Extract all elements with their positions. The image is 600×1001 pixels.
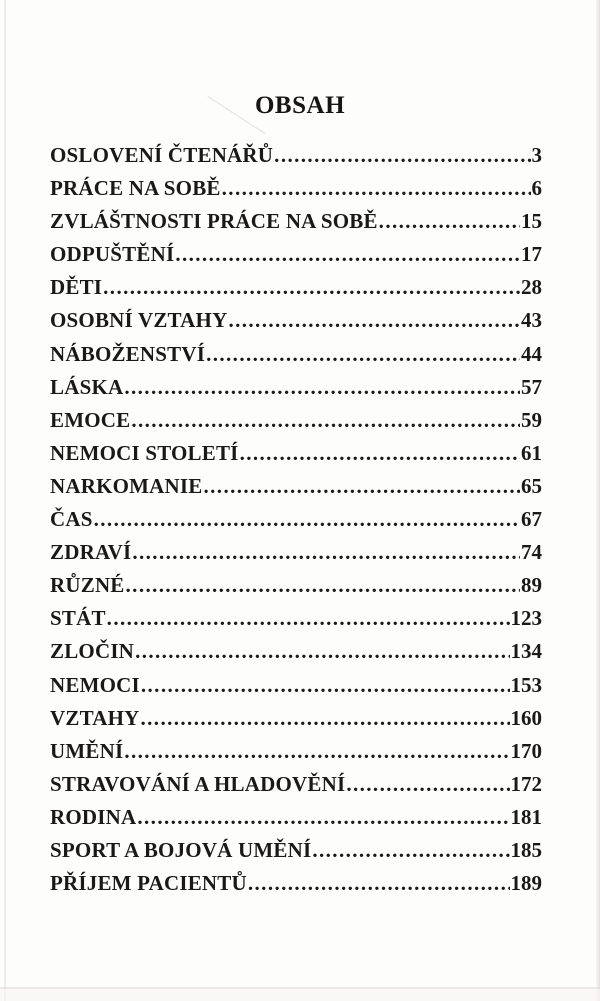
dot-leader	[379, 209, 520, 234]
table-of-contents	[50, 143, 542, 904]
toc-entry-page-number: 61	[521, 440, 542, 465]
toc-entry-label: RŮZNÉ	[50, 573, 125, 598]
toc-entry	[50, 673, 542, 706]
toc-entry-page-number: 3	[531, 143, 542, 167]
toc-entry-label: ČAS	[50, 507, 93, 532]
toc-entry	[50, 308, 542, 341]
dot-leader	[248, 871, 510, 896]
toc-entry-label: SPORT A BOJOVÁ UMĚNÍ	[50, 837, 312, 862]
toc-entry-label: ZDRAVÍ	[50, 540, 132, 565]
toc-entry-page-number: 43	[521, 308, 542, 333]
toc-entry	[50, 176, 542, 209]
toc-entry-label: OSLOVENÍ ČTENÁŘŮ	[50, 143, 274, 167]
toc-entry-page-number: 44	[521, 341, 542, 366]
toc-entry-label: ODPUŠTĚNÍ	[50, 242, 175, 267]
scan-edge-left	[4, 0, 6, 1001]
toc-entry-page-number: 28	[521, 275, 542, 300]
toc-entry-page-number: 172	[510, 771, 542, 796]
dot-leader	[206, 342, 520, 367]
dot-leader	[141, 673, 510, 698]
toc-entry	[50, 706, 542, 739]
dot-leader	[131, 408, 520, 433]
toc-entry-page-number: 181	[510, 804, 542, 829]
toc-entry	[50, 838, 542, 871]
dot-leader	[228, 308, 520, 333]
toc-entry-page-number: 189	[510, 871, 542, 896]
dot-leader	[124, 739, 509, 764]
toc-entry	[50, 408, 542, 441]
toc-entry-page-number: 89	[521, 573, 542, 598]
dot-leader	[346, 772, 509, 797]
toc-entry-label: DĚTI	[50, 275, 103, 300]
toc-entry-page-number: 67	[521, 507, 542, 532]
toc-entry-label: PRÁCE NA SOBĚ	[50, 176, 221, 201]
toc-entry	[50, 805, 542, 838]
toc-entry-label: STRAVOVÁNÍ A HLADOVĚNÍ	[50, 771, 346, 796]
dot-leader	[137, 805, 509, 830]
toc-entry-label: EMOCE	[50, 407, 131, 432]
dot-leader	[274, 143, 530, 168]
toc-entry	[50, 375, 542, 408]
toc-entry	[50, 507, 542, 540]
toc-entry	[50, 540, 542, 573]
toc-entry-label: OSOBNÍ VZTAHY	[50, 308, 228, 333]
scan-edge-bottom-strip	[0, 989, 600, 1001]
dot-leader	[240, 441, 520, 466]
dot-leader	[222, 176, 531, 201]
dot-leader	[204, 474, 521, 499]
toc-entry-label: NEMOCI STOLETÍ	[50, 440, 239, 465]
toc-entry-page-number: 15	[521, 209, 542, 234]
dot-leader	[312, 838, 509, 863]
dot-leader	[135, 639, 509, 664]
toc-entry-label: NEMOCI	[50, 672, 140, 697]
dot-leader	[94, 507, 520, 532]
toc-entry-page-number: 123	[510, 606, 542, 631]
toc-entry-label: LÁSKA	[50, 374, 124, 399]
toc-entry-page-number: 17	[521, 242, 542, 267]
toc-entry	[50, 639, 542, 672]
toc-entry-label: PŘÍJEM PACIENTŮ	[50, 871, 247, 896]
toc-entry-page-number: 160	[510, 705, 542, 730]
dot-leader	[126, 573, 520, 598]
toc-entry-page-number: 59	[521, 407, 542, 432]
dot-leader	[132, 540, 520, 565]
toc-entry	[50, 739, 542, 772]
toc-entry	[50, 573, 542, 606]
toc-entry-page-number: 57	[521, 374, 542, 399]
toc-entry	[50, 474, 542, 507]
toc-entry-page-number: 185	[510, 837, 542, 862]
toc-entry-label: ZVLÁŠTNOSTI PRÁCE NA SOBĚ	[50, 209, 378, 234]
toc-entry	[50, 143, 542, 176]
toc-entry	[50, 209, 542, 242]
toc-entry	[50, 275, 542, 308]
dot-leader	[141, 706, 510, 731]
toc-entry-label: UMĚNÍ	[50, 738, 124, 763]
toc-entry	[50, 606, 542, 639]
dot-leader	[124, 375, 520, 400]
toc-entry-label: NARKOMANIE	[50, 473, 203, 498]
toc-entry	[50, 242, 542, 275]
toc-entry-label: VZTAHY	[50, 705, 140, 730]
toc-entry-page-number: 153	[510, 672, 542, 697]
toc-entry	[50, 772, 542, 805]
toc-entry-label: NÁBOŽENSTVÍ	[50, 341, 206, 366]
toc-entry	[50, 871, 542, 904]
toc-entry-label: RODINA	[50, 804, 137, 829]
toc-entry-label: STÁT	[50, 606, 106, 631]
page-title: OBSAH	[254, 92, 346, 119]
toc-entry	[50, 441, 542, 474]
dot-leader	[175, 242, 520, 267]
toc-entry-page-number: 65	[521, 473, 542, 498]
scan-edge-right	[596, 0, 600, 1001]
toc-entry	[50, 342, 542, 375]
toc-entry-label: ZLOČIN	[50, 639, 135, 664]
toc-entry-page-number: 170	[510, 738, 542, 763]
toc-entry-page-number: 74	[521, 540, 542, 565]
dot-leader	[103, 275, 520, 300]
toc-entry-page-number: 6	[531, 176, 542, 201]
toc-entry-page-number: 134	[510, 639, 542, 664]
dot-leader	[107, 606, 510, 631]
